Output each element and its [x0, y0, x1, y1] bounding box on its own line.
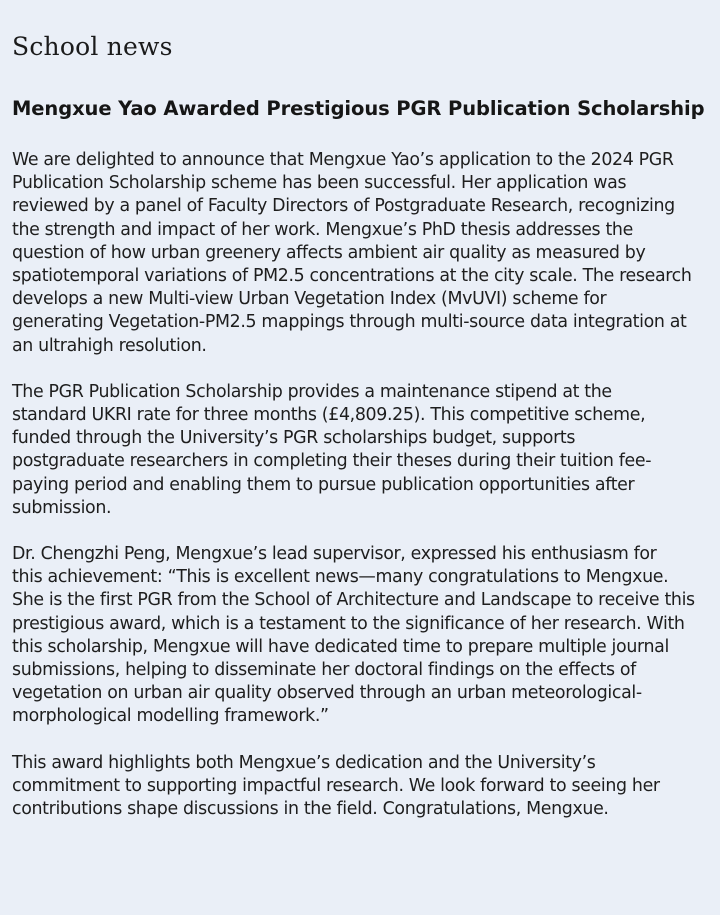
article-paragraph-3: Dr. Chengzhi Peng, Mengxue’s lead supervisor, expressed his enthusiasm for this achievement: “This is excellent news—many congratulations to Mengxue. She is the first PGR from the School of Architecture and Landscape to receive this prestigious award, which is a testament to the significance of her research. With this scholarship, Mengxue will have dedicated time to prepare multiple journal submissions, helping to disseminate her doctoral findings on the effects of vegetation on urban air quality observed through an urban meteorological- morphological modelling framework.” [12, 544, 695, 727]
article-paragraph-4: This award highlights both Mengxue’s dedication and the University’s commitment to supporting impactful research. We look forward to seeing her contributions shape discussions in the field. Congratulations, Mengxue. [12, 752, 660, 820]
section-title: School news [12, 32, 173, 61]
news-article [12, 96, 714, 821]
article-paragraph-2: The PGR Publication Scholarship provides a maintenance stipend at the standard UKRI rate for three months (£4,809.25). This competitive scheme, funded through the University’s PGR scholarships budget, supports postgraduate researchers in completing their theses during their tuition fee- paying period and enabling them to pursue publication opportunities after submission. [12, 381, 652, 518]
article-paragraph-1: We are delighted to announce that Mengxue Yao’s application to the 2024 PGR Publication Scholarship scheme has been successful. Her application was reviewed by a panel of Faculty Directors of Postgraduate Research, recognizing the strength and impact of her work. Mengxue’s PhD thesis addresses the question of how urban greenery affects ambient air quality as measured by spatiotemporal variations of PM2.5 concentrations at the city scale. The research develops a new Multi-view Urban Vegetation Index (MvUVI) scheme for generating Vegetation-PM2.5 mappings through multi-source data integration at an ultrahigh resolution. [12, 150, 692, 356]
article-headline: Mengxue Yao Awarded Prestigious PGR Publication Scholarship [12, 97, 705, 120]
